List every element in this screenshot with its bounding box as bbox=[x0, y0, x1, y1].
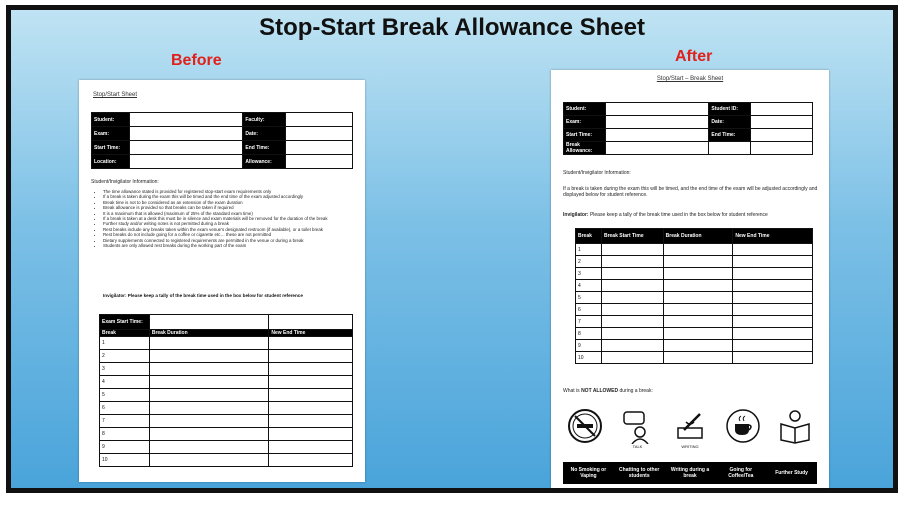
exam-start-label: Exam Start Time: bbox=[100, 315, 150, 330]
note-item: • If a break is taken at a desk this must be in silence and exam materials will be removed for the duration of the break bbox=[103, 216, 365, 221]
cell bbox=[269, 415, 353, 428]
before-label: Before bbox=[171, 52, 222, 69]
cell bbox=[601, 328, 663, 340]
cell bbox=[663, 280, 733, 292]
row-number: 1 bbox=[576, 244, 602, 256]
table-row bbox=[100, 415, 353, 428]
cell bbox=[663, 256, 733, 268]
info-value bbox=[286, 127, 353, 141]
note-item: • Break allowance is provided so that breaks can be taken if required bbox=[103, 205, 365, 210]
info-label: End Time: bbox=[709, 129, 751, 142]
info-label: Student: bbox=[564, 103, 606, 116]
cell bbox=[663, 340, 733, 352]
cell bbox=[269, 363, 353, 376]
writing-icon bbox=[670, 408, 710, 452]
info-label: Start Time: bbox=[564, 129, 606, 142]
slide-frame bbox=[6, 5, 898, 493]
info-value bbox=[605, 129, 708, 142]
note-item: • Students are only allowed rest breaks during the working part of the exam bbox=[103, 243, 365, 248]
exam-start-row bbox=[100, 315, 353, 330]
before-section-heading: Student/Invigilator Information: bbox=[91, 179, 159, 185]
table-row bbox=[576, 304, 813, 316]
note-item: • Rest breaks do not include going for a coffee or cigarette etc… these are not permitted bbox=[103, 232, 365, 237]
note-item: • Further study and/or writing notes is not permitted during a break bbox=[103, 221, 365, 226]
cell bbox=[663, 292, 733, 304]
table-row bbox=[576, 352, 813, 364]
cell bbox=[733, 292, 813, 304]
row-number: 10 bbox=[100, 454, 150, 467]
info-row bbox=[92, 113, 353, 127]
note-item: • Dietary supplements connected to registered requirements are permitted in the venue or during a break bbox=[103, 238, 365, 243]
note-item: • Break time is not to be considered as an extension of the exam duration bbox=[103, 200, 365, 205]
column-header: New End Time bbox=[733, 229, 813, 244]
bar-label: Further Study bbox=[775, 470, 808, 476]
cell bbox=[601, 304, 663, 316]
cell bbox=[663, 352, 733, 364]
info-value bbox=[751, 142, 813, 155]
info-row bbox=[92, 127, 353, 141]
info-value bbox=[129, 113, 242, 127]
cell bbox=[601, 268, 663, 280]
not-allowed-heading: What is NOT ALLOWED during a break: bbox=[563, 388, 653, 394]
talk-caption: TALK bbox=[632, 444, 643, 449]
cell bbox=[149, 337, 269, 350]
bar-label: Chatting to other students bbox=[619, 467, 660, 479]
column-header: New End Time bbox=[269, 330, 353, 337]
table-row bbox=[100, 389, 353, 402]
reading-icon bbox=[775, 408, 815, 452]
coffee-icon bbox=[723, 408, 763, 452]
info-value bbox=[605, 116, 708, 129]
info-row bbox=[92, 155, 353, 169]
bar-label: No Smoking or Vaping bbox=[570, 467, 607, 479]
info-label: Date: bbox=[243, 127, 286, 141]
cell bbox=[601, 256, 663, 268]
info-value bbox=[286, 155, 353, 169]
info-label: Break Allowance: bbox=[564, 142, 606, 155]
slide-title: Stop-Start Break Allowance Sheet bbox=[259, 14, 645, 41]
before-notes-list bbox=[85, 189, 365, 248]
info-label: Faculty: bbox=[243, 113, 286, 127]
info-label: Allowance: bbox=[243, 155, 286, 169]
after-label: After bbox=[675, 48, 713, 65]
cell bbox=[269, 428, 353, 441]
row-number: 5 bbox=[576, 292, 602, 304]
row-number: 8 bbox=[100, 428, 150, 441]
info-label bbox=[709, 142, 751, 155]
info-row bbox=[564, 142, 813, 155]
cell bbox=[149, 441, 269, 454]
info-row bbox=[92, 141, 353, 155]
table-row bbox=[576, 292, 813, 304]
info-label: Location: bbox=[92, 155, 130, 169]
tally-header bbox=[100, 330, 353, 337]
cell bbox=[663, 304, 733, 316]
invigilator-text: Please keep a tally of the break time used in the box below for student reference bbox=[589, 212, 768, 218]
after-tally-table bbox=[575, 228, 813, 364]
info-label: Exam: bbox=[92, 127, 130, 141]
table-row bbox=[100, 350, 353, 363]
after-paragraph: If a break is taken during the exam this will be timed, and the end time of the exam will be adjusted accordingly and displayed below for student reference. bbox=[563, 186, 818, 198]
table-row bbox=[576, 340, 813, 352]
info-label: End Time: bbox=[243, 141, 286, 155]
invigilator-label: Invigilator: bbox=[563, 212, 589, 218]
cell bbox=[733, 352, 813, 364]
row-number: 9 bbox=[576, 340, 602, 352]
cell bbox=[663, 316, 733, 328]
info-value bbox=[605, 142, 708, 155]
table-row bbox=[576, 328, 813, 340]
row-number: 8 bbox=[576, 328, 602, 340]
info-row bbox=[564, 116, 813, 129]
row-number: 2 bbox=[100, 350, 150, 363]
column-header: Break bbox=[576, 229, 602, 244]
row-number: 5 bbox=[100, 389, 150, 402]
after-sheet-title: Stop/Start – Break Sheet bbox=[656, 76, 724, 82]
after-sheet bbox=[551, 70, 829, 488]
cell bbox=[149, 363, 269, 376]
row-number: 9 bbox=[100, 441, 150, 454]
info-label: Start Time: bbox=[92, 141, 130, 155]
cell bbox=[733, 316, 813, 328]
note-item: • Rest breaks include any breaks taken within the exam venue's designated restroom (if available), or a toilet break bbox=[103, 227, 365, 232]
cell bbox=[269, 441, 353, 454]
cell bbox=[601, 244, 663, 256]
column-header: Break Start Time bbox=[601, 229, 663, 244]
cell bbox=[601, 316, 663, 328]
table-row bbox=[576, 256, 813, 268]
info-value bbox=[129, 155, 242, 169]
before-sheet bbox=[79, 80, 365, 482]
row-number: 4 bbox=[576, 280, 602, 292]
row-number: 6 bbox=[100, 402, 150, 415]
cell bbox=[149, 389, 269, 402]
cell bbox=[733, 304, 813, 316]
bar-label: Going for Coffee/Tea bbox=[728, 467, 754, 479]
column-header: Break Duration bbox=[149, 330, 269, 337]
cell bbox=[663, 244, 733, 256]
table-row bbox=[576, 316, 813, 328]
cell bbox=[149, 402, 269, 415]
cell bbox=[601, 352, 663, 364]
after-info-table bbox=[563, 102, 813, 155]
cell bbox=[601, 292, 663, 304]
row-number: 7 bbox=[576, 316, 602, 328]
table-row bbox=[100, 402, 353, 415]
cell bbox=[601, 280, 663, 292]
info-value bbox=[605, 103, 708, 116]
table-row bbox=[100, 376, 353, 389]
cell bbox=[269, 350, 353, 363]
table-row bbox=[576, 244, 813, 256]
cell bbox=[149, 428, 269, 441]
before-info-table bbox=[91, 112, 353, 169]
info-value bbox=[751, 103, 813, 116]
tally-header bbox=[576, 229, 813, 244]
info-value bbox=[286, 113, 353, 127]
cell bbox=[269, 389, 353, 402]
column-header: Break Duration bbox=[663, 229, 733, 244]
info-label: Student: bbox=[92, 113, 130, 127]
table-row bbox=[100, 363, 353, 376]
row-number: 7 bbox=[100, 415, 150, 428]
cell bbox=[601, 340, 663, 352]
cell bbox=[663, 328, 733, 340]
note-item: • If a break is taken during the exam this will be timed and the end time of the exam adjusted accordingly bbox=[103, 194, 365, 199]
row-number: 2 bbox=[576, 256, 602, 268]
exam-start-value bbox=[149, 315, 269, 330]
table-row bbox=[100, 441, 353, 454]
info-value bbox=[286, 141, 353, 155]
cell bbox=[733, 328, 813, 340]
column-header: Break bbox=[100, 330, 150, 337]
row-number: 10 bbox=[576, 352, 602, 364]
after-invigilator-note bbox=[563, 212, 825, 218]
before-tally-table bbox=[99, 314, 353, 467]
exam-start-blank bbox=[269, 315, 353, 330]
table-row bbox=[100, 454, 353, 467]
cell bbox=[733, 256, 813, 268]
cell bbox=[733, 268, 813, 280]
row-number: 6 bbox=[576, 304, 602, 316]
cell bbox=[269, 337, 353, 350]
row-number: 3 bbox=[576, 268, 602, 280]
cell bbox=[269, 454, 353, 467]
info-label: Exam: bbox=[564, 116, 606, 129]
writing-caption: WRITING bbox=[681, 444, 699, 449]
table-row bbox=[100, 428, 353, 441]
cell bbox=[733, 340, 813, 352]
row-number: 4 bbox=[100, 376, 150, 389]
cell bbox=[663, 268, 733, 280]
cell bbox=[149, 376, 269, 389]
info-value bbox=[129, 141, 242, 155]
talk-icon bbox=[618, 408, 658, 452]
note-item: • The time allowance stated is provided for registered stop-start exam requirements only bbox=[103, 189, 365, 194]
cell bbox=[269, 402, 353, 415]
table-row bbox=[100, 337, 353, 350]
not-allowed-icons bbox=[565, 408, 815, 456]
before-sheet-title: Stop/Start Sheet bbox=[93, 92, 138, 98]
cell bbox=[733, 244, 813, 256]
table-row bbox=[576, 280, 813, 292]
note-item: • It is a maximum that is allowed (maximum of 25% of the standard exam time) bbox=[103, 211, 365, 216]
info-value bbox=[751, 116, 813, 129]
bar-label: Writing during a break bbox=[670, 467, 710, 479]
not-allowed-bar bbox=[563, 462, 817, 484]
row-number: 3 bbox=[100, 363, 150, 376]
cell bbox=[733, 280, 813, 292]
after-section-heading: Student/Invigilator Information: bbox=[563, 170, 631, 176]
info-label: Date: bbox=[709, 116, 751, 129]
cell bbox=[149, 415, 269, 428]
info-label: Student ID: bbox=[709, 103, 751, 116]
cell bbox=[149, 350, 269, 363]
row-number: 1 bbox=[100, 337, 150, 350]
info-value bbox=[129, 127, 242, 141]
info-row bbox=[564, 103, 813, 116]
no-smoking-icon bbox=[565, 408, 605, 452]
table-row bbox=[576, 268, 813, 280]
cell bbox=[269, 376, 353, 389]
before-invigilator-note: Invigilator: Please keep a tally of the break time used in the box below for student reference bbox=[103, 293, 303, 298]
info-row bbox=[564, 129, 813, 142]
cell bbox=[149, 454, 269, 467]
info-value bbox=[751, 129, 813, 142]
